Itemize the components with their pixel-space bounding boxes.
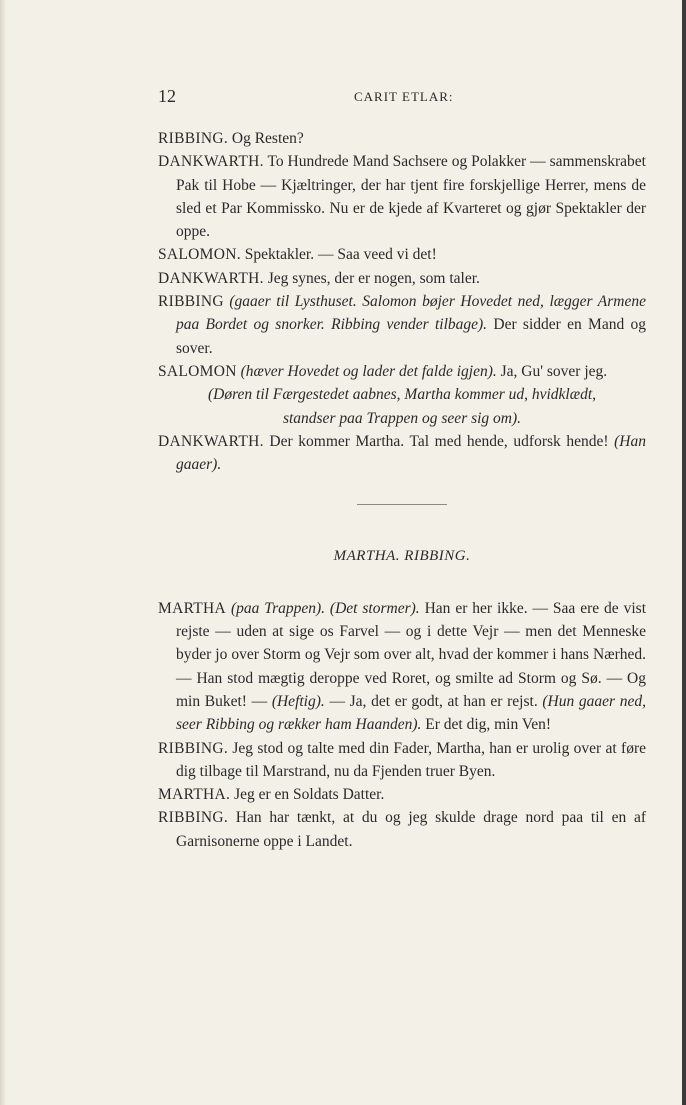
scene-heading: MARTHA. RIBBING.: [333, 548, 471, 565]
speaker-name: RIBBING.: [158, 739, 229, 757]
page-edge-right: [682, 0, 686, 1105]
speaker-name: DANKWARTH.: [158, 432, 264, 450]
page-edge-left: [0, 0, 6, 1105]
speech-text: Jeg er en Soldats Datter.: [230, 786, 385, 804]
text-block: [158, 127, 646, 853]
stage-direction: (paa Trappen). (Det stormer).: [226, 599, 420, 617]
stage-line: (Døren til Færgestedet aabnes, Martha kommer ud, hvidklædt,: [207, 386, 596, 404]
stage-direction-block: [158, 383, 646, 430]
stage-direction: (gaaer til Lysthuset. Salomon bøjer Hovedet ned, lægger Armene paa Bordet og snorker. Ribbing vender tilbage).: [176, 293, 646, 334]
speaker-name: SALOMON: [158, 362, 237, 380]
stage-direction: (Han gaaer).: [176, 432, 646, 474]
speaker-name: RIBBING.: [158, 130, 229, 147]
speech-text: Der sidder en Mand og sover.: [176, 316, 647, 357]
dialogue-line: [158, 806, 646, 853]
page-number: 12: [158, 86, 176, 106]
stage-direction: (Heftig).: [267, 692, 325, 710]
dialogue-line: [158, 737, 646, 784]
dialogue-line: [158, 150, 646, 243]
speech-text: Ja, Gu' sover jeg.: [496, 362, 608, 380]
speaker-name: DANKWARTH.: [158, 269, 264, 287]
speech-text: Og Resten?: [228, 130, 304, 147]
speaker-name: DANKWARTH.: [158, 153, 264, 171]
dialogue-line: [158, 430, 646, 477]
running-head: CARIT ETLAR:: [354, 89, 454, 104]
speaker-name: MARTHA.: [158, 786, 231, 804]
dialogue-line: [158, 267, 646, 290]
speech-text: Er det dig, min Ven!: [421, 716, 552, 734]
speech-text: Jeg synes, der er nogen, som taler.: [263, 269, 480, 287]
stage-direction: (hæver Hovedet og lader det falde igjen).: [236, 362, 497, 380]
speech-text: — Ja, det er godt, at han er rejst.: [324, 692, 538, 710]
speaker-name: MARTHA: [158, 599, 227, 617]
speech-text: To Hundrede Mand Sachsere og Polakker — sammenskrabet Pak til Hobe — Kjæltringer, der har tjent fire forskjellige Herrer, mens de sled et Par Kommissko. Nu er de kjede af Kvarteret og gjør Spektakler der oppe.: [176, 153, 646, 241]
speaker-name: RIBBING: [158, 293, 224, 311]
stage-line: standser paa Trappen og seer sig om).: [282, 409, 522, 427]
speaker-name: RIBBING.: [158, 809, 229, 827]
section-divider: [357, 504, 447, 505]
stage-direction: (Hun gaaer ned, seer Ribbing og rækker ham Haanden).: [176, 692, 646, 734]
dialogue-line: [158, 360, 646, 383]
dialogue-line: [158, 127, 646, 150]
speech-text: Spektakler. — Saa veed vi det!: [240, 246, 437, 264]
page-header: [158, 86, 646, 110]
dialogue-line: [158, 290, 646, 360]
speech-text: Der kommer Martha. Tal med hende, udforsk hende!: [263, 432, 609, 450]
speech-text: Jeg stod og talte med din Fader, Martha, han er urolig over at føre dig tilbage til Marstrand, nu da Fjenden truer Byen.: [176, 739, 646, 780]
dialogue-line: [158, 783, 646, 806]
dialogue-line: [158, 243, 646, 266]
speaker-name: SALOMON.: [158, 246, 241, 264]
speech-text: Han er her ikke. — Saa ere de vist rejste — uden at sige os Farvel — og i dette Vejr — men det Menneske byder jo over Storm og Vejr som over alt, hvad der kommer i hans Nærhed. — Han stod mægtig deroppe ved Roret, og smilte ad Storm og Sø. — Og min Buket! —: [176, 599, 646, 710]
speech-text: Han har tænkt, at du og jeg skulde drage nord paa til en af Garnisonerne oppe i Landet.: [176, 809, 646, 850]
dialogue-line: [158, 597, 646, 737]
